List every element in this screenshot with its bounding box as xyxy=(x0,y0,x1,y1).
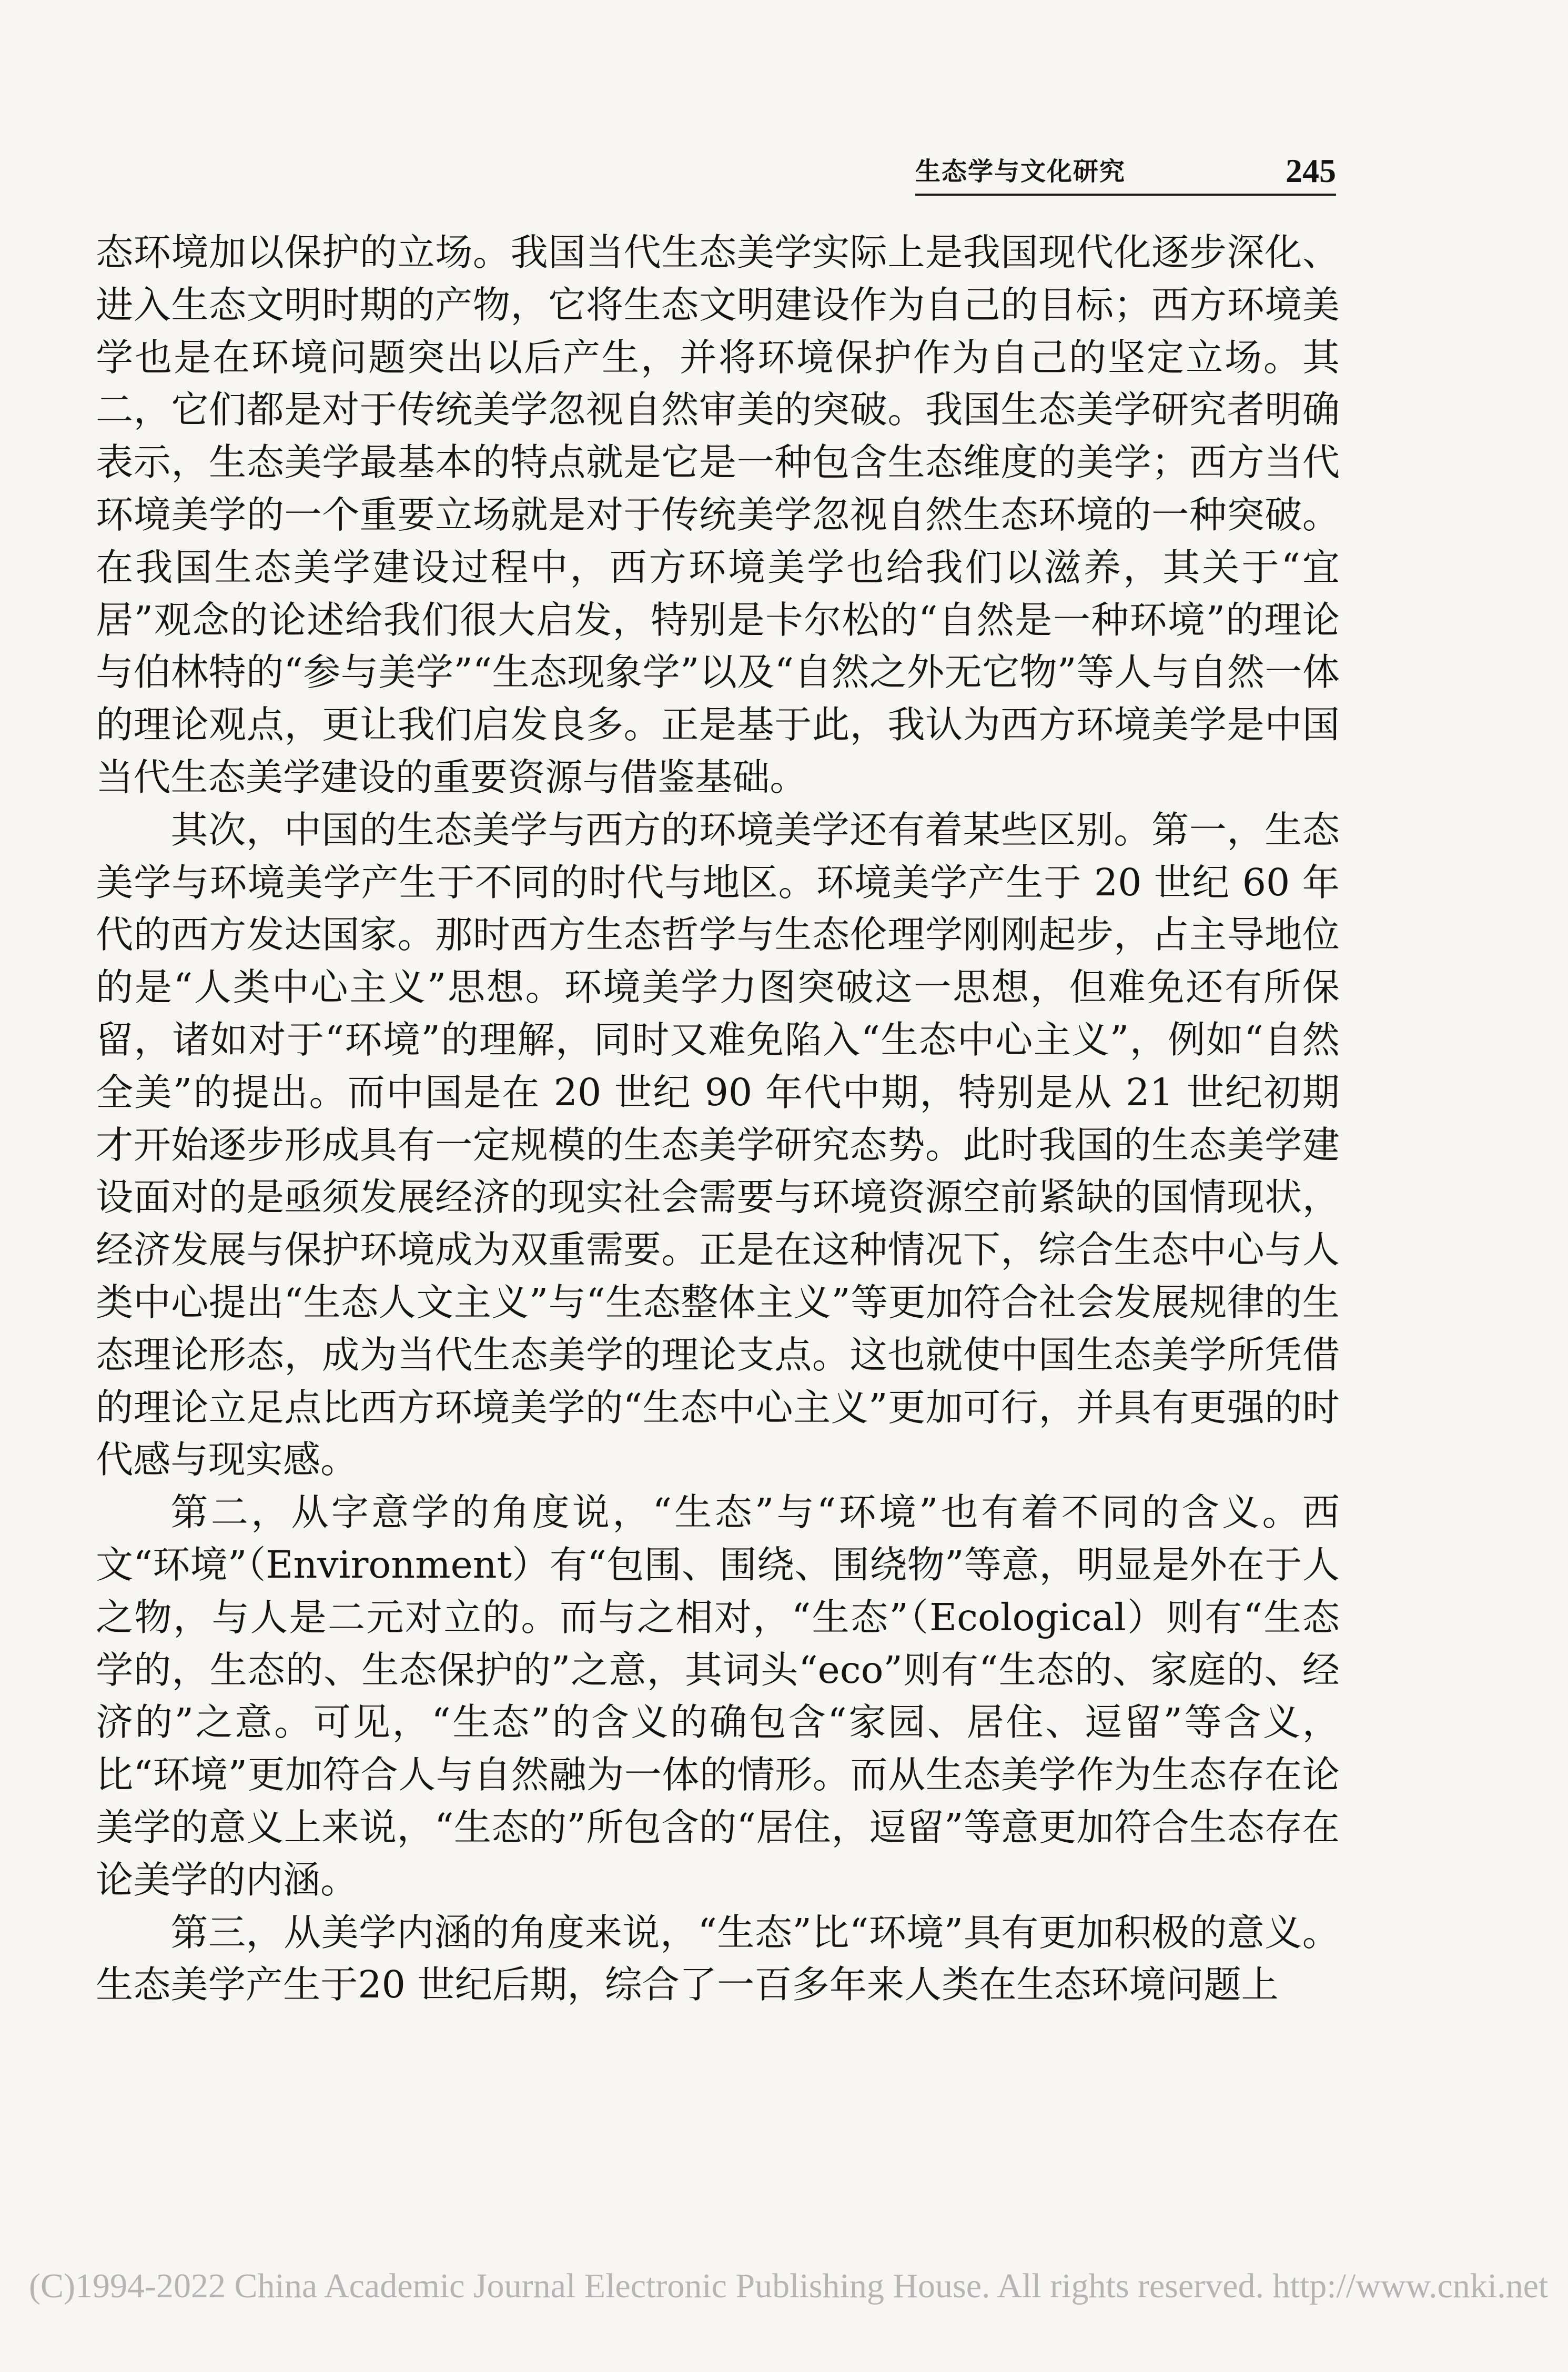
paragraph-differences: 其次，中国的生态美学与西方的环境美学还有着某些区别。第一，生态美学与环境美学产生于不同的时代与地区。环境美学产生于 20 世纪 60 年代的西方发达国家。那时西方生态哲学与生态伦理学刚刚起步，占主导地位的是“人类中心主义”思想。环境美学力图突破这一思想，但难免还有所保留，诸如对于“环境”的理解，同时又难免陷入“生态中心主义”，例如“自然全美”的提出。而中国是在 20 世纪 90 年代中期，特别是从 21 世纪初期才开始逐步形成具有一定规模的生态美学研究态势。此时我国的生态美学建设面对的是亟须发展经济的现实社会需要与环境资源空前紧缺的国情现状，经济发展与保护环境成为双重需要。正是在这种情况下，综合生态中心与人类中心提出“生态人文主义”与“生态整体主义”等更加符合社会发展规律的生态理论形态，成为当代生态美学的理论支点。这也就使中国生态美学所凭借的理论立足点比西方环境美学的“生态中心主义”更加可行，并具有更强的时代感与现实感。 xyxy=(96,808,1340,1482)
page-number: 245 xyxy=(1286,152,1336,189)
running-title: 生态学与文化研究 xyxy=(915,157,1126,186)
paragraph-continued: 态环境加以保护的立场。我国当代生态美学实际上是我国现代化逐步深化、进入生态文明时期的产物，它将生态文明建设作为自己的目标；西方环境美学也是在环境问题突出以后产生，并将环境保护作为自己的坚定立场。其二，它们都是对于传统美学忽视自然审美的突破。我国生态美学研究者明确表示，生态美学最基本的特点就是它是一种包含生态维度的美学；西方当代环境美学的一个重要立场就是对于传统美学忽视自然生态环境的一种突破。在我国生态美学建设过程中，西方环境美学也给我们以滋养，其关于“宜居”观念的论述给我们很大启发，特别是卡尔松的“自然是一种环境”的理论与伯林特的“参与美学”“生态现象学”以及“自然之外无它物”等人与自然一体的理论观点，更让我们启发良多。正是基于此，我认为西方环境美学是中国当代生态美学建设的重要资源与借鉴基础。 xyxy=(96,230,1340,799)
body-text xyxy=(96,226,1340,2011)
copyright-footer: (C)1994-2022 China Academic Journal Electronic Publishing House. All rights reserved. http://www.cnki.net xyxy=(29,2267,1549,2305)
paragraph-third-point: 第三，从美学内涵的角度来说，“生态”比“环境”具有更加积极的意义。生态美学产生于20 世纪后期，综合了一百多年来人类在生态环境问题上 xyxy=(96,1910,1340,2007)
paragraph-second-point: 第二，从字意学的角度说，“生态”与“环境”也有着不同的含义。西文“环境”（Environment）有“包围、围绕、围绕物”等意，明显是外在于人之物，与人是二元对立的。而与之相对，“生态”（Ecological）则有“生态学的，生态的、生态保护的”之意，其词头“eco”则有“生态的、家庭的、经济的”之意。可见，“生态”的含义的确包含“家园、居住、逗留”等含义，比“环境”更加符合人与自然融为一体的情形。而从生态美学作为生态存在论美学的意义上来说，“生态的”所包含的“居住，逗留”等意更加符合生态存在论美学的内涵。 xyxy=(96,1490,1340,1902)
running-header xyxy=(915,148,1336,196)
header-rule xyxy=(915,194,1336,196)
